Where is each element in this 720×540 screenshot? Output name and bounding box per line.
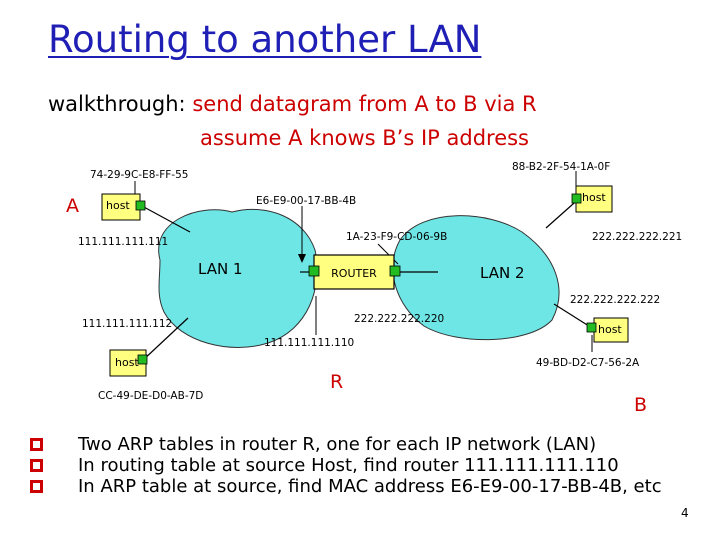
host-tr-label: host [582, 191, 606, 204]
bullet-text: In ARP table at source, find MAC address E6-E9-00-17-BB-4B, etc [78, 476, 662, 497]
ip-host-a: 111.111.111.111 [78, 236, 169, 248]
bullet-item [30, 455, 680, 476]
host-left-interface [138, 355, 147, 364]
host-b-interface [587, 323, 596, 332]
walkthrough-label: walkthrough: [48, 92, 186, 116]
ip-router-right: 222.222.222.220 [354, 313, 445, 325]
node-r-label: R [330, 371, 344, 393]
ip-host-b: 222.222.222.222 [570, 294, 661, 306]
host-left-label: host [115, 356, 139, 369]
bullet-text: Two ARP tables in router R, one for each IP network (LAN) [78, 434, 597, 455]
ip-router-left: 111.111.111.110 [264, 337, 355, 349]
host-a-interface [136, 201, 145, 210]
lan1-cloud [159, 209, 317, 347]
host-b-label: host [598, 323, 622, 336]
router-label: ROUTER [331, 267, 377, 280]
bullet-item [30, 434, 680, 455]
page-number: 4 [681, 506, 689, 520]
node-a-label: A [66, 195, 79, 217]
bullet-list [30, 434, 680, 497]
bullet-text: In routing table at source Host, find router 111.111.111.110 [78, 455, 619, 476]
mac-host-tr: 88-B2-2F-54-1A-0F [512, 161, 611, 173]
ip-host-tr: 222.222.222.221 [592, 231, 683, 243]
node-b-label: B [634, 394, 648, 416]
bullet-square-icon [30, 459, 43, 472]
walkthrough-text: send datagram from A to B via R [192, 92, 537, 116]
lan1-label: LAN 1 [198, 260, 243, 278]
bullet-item [30, 476, 680, 497]
bullet-square-icon [30, 438, 43, 451]
ip-host-left: 111.111.111.112 [82, 318, 173, 330]
router-interface-right [390, 266, 400, 276]
bullet-square-icon [30, 480, 43, 493]
slide-title: Routing to another LAN [48, 18, 482, 61]
mac-host-left: CC-49-DE-D0-AB-7D [98, 390, 204, 402]
host-a-label: host [106, 199, 130, 212]
mac-host-a: 74-29-9C-E8-FF-55 [90, 169, 189, 181]
link-host-b-lan2 [554, 304, 592, 328]
lan2-label: LAN 2 [480, 264, 525, 282]
mac-router-right: 1A-23-F9-CD-06-9B [346, 231, 448, 243]
host-tr-interface [572, 194, 581, 203]
mac-router-left: E6-E9-00-17-BB-4B [256, 195, 357, 207]
assume-text: assume A knows B’s IP address [200, 126, 529, 150]
router-interface-left [309, 266, 319, 276]
mac-host-b: 49-BD-D2-C7-56-2A [536, 357, 640, 369]
